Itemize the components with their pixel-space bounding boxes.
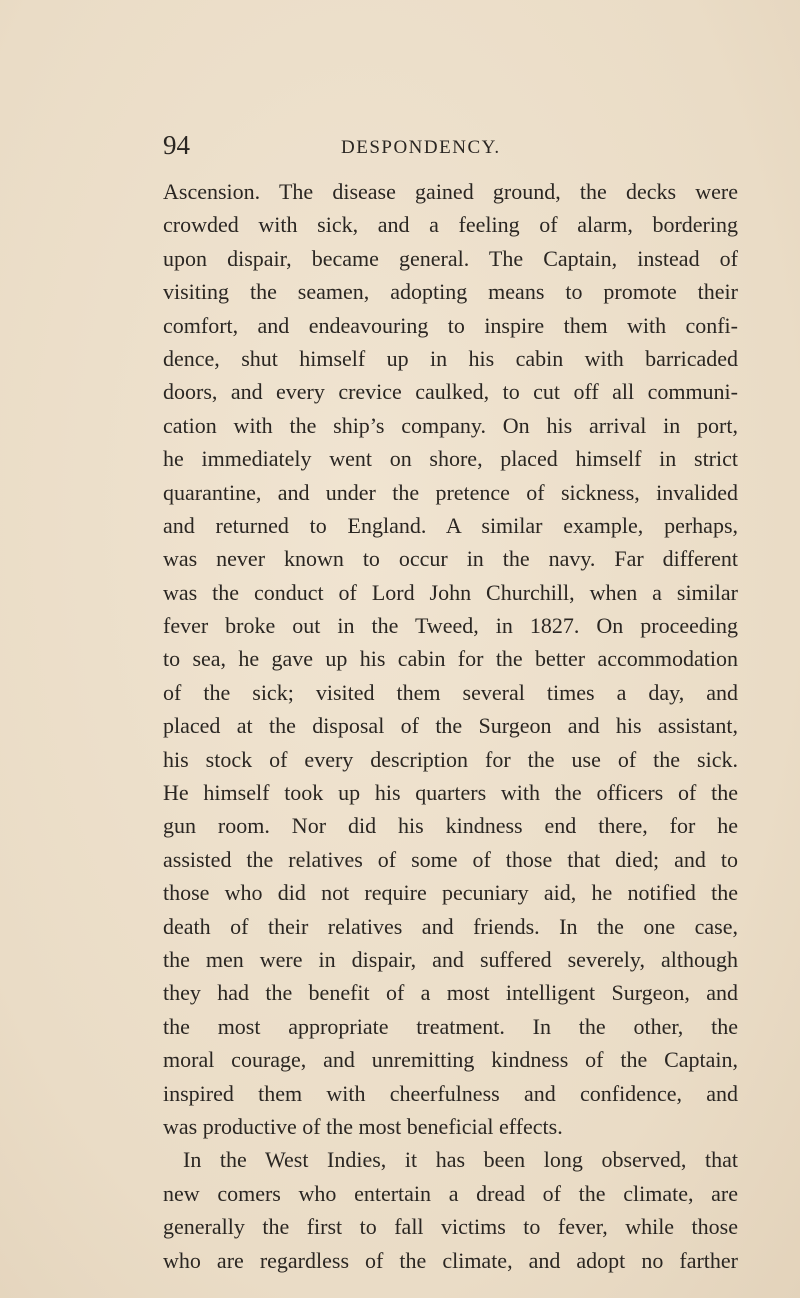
text-line: his stock of every description for the use of the sick. xyxy=(163,746,738,772)
page-number: 94 xyxy=(163,130,190,160)
text-line: the men were in dispair, and suffered severely, although xyxy=(163,946,738,972)
text-line: and returned to England. A similar example, perhaps, xyxy=(163,512,738,538)
text-line: In the West Indies, it has been long observed, that xyxy=(183,1147,738,1173)
text-line: was never known to occur in the navy. Far different xyxy=(163,546,738,572)
text-line: dence, shut himself up in his cabin with barricaded xyxy=(163,345,738,371)
text-line: inspired them with cheerfulness and confidence, and xyxy=(163,1080,738,1106)
text-line: quarantine, and under the pretence of sickness, invalided xyxy=(163,479,738,505)
text-line: new comers who entertain a dread of the climate, are xyxy=(163,1180,738,1206)
body-text xyxy=(163,175,738,1277)
text-line: generally the first to fall victims to fever, while those xyxy=(163,1214,738,1240)
text-line: of the sick; visited them several times a day, and xyxy=(163,679,738,705)
text-line: they had the benefit of a most intelligent Surgeon, and xyxy=(163,980,738,1006)
text-line: the most appropriate treatment. In the other, the xyxy=(163,1013,738,1039)
text-line: visiting the seamen, adopting means to promote their xyxy=(163,279,738,305)
text-line: gun room. Nor did his kindness end there, for he xyxy=(163,813,738,839)
text-line: those who did not require pecuniary aid, he notified the xyxy=(163,880,738,906)
text-line: assisted the relatives of some of those that died; and to xyxy=(163,846,738,872)
text-line: was the conduct of Lord John Churchill, when a similar xyxy=(163,579,738,605)
text-line: who are regardless of the climate, and adopt no farther xyxy=(163,1247,738,1273)
running-head: DESPONDENCY. xyxy=(341,137,501,158)
text-line: crowded with sick, and a feeling of alarm, bordering xyxy=(163,212,738,238)
text-line: fever broke out in the Tweed, in 1827. On proceeding xyxy=(163,613,738,639)
text-line: moral courage, and unremitting kindness of the Captain, xyxy=(163,1047,738,1073)
text-line: He himself took up his quarters with the officers of the xyxy=(163,780,738,806)
text-line: placed at the disposal of the Surgeon and his assistant, xyxy=(163,713,738,739)
text-line: comfort, and endeavouring to inspire them with confi- xyxy=(163,312,738,338)
text-line: upon dispair, became general. The Captain, instead of xyxy=(163,245,738,271)
text-line: death of their relatives and friends. In the one case, xyxy=(163,913,738,939)
text-line: was productive of the most beneficial effects. xyxy=(163,1113,563,1139)
text-line: to sea, he gave up his cabin for the better accommodation xyxy=(163,646,738,672)
text-line: he immediately went on shore, placed himself in strict xyxy=(163,446,738,472)
text-line: cation with the ship’s company. On his arrival in port, xyxy=(163,412,738,438)
text-line: Ascension. The disease gained ground, the decks were xyxy=(163,179,738,204)
text-line: doors, and every crevice caulked, to cut off all communi- xyxy=(163,379,738,405)
page-header xyxy=(163,130,743,170)
